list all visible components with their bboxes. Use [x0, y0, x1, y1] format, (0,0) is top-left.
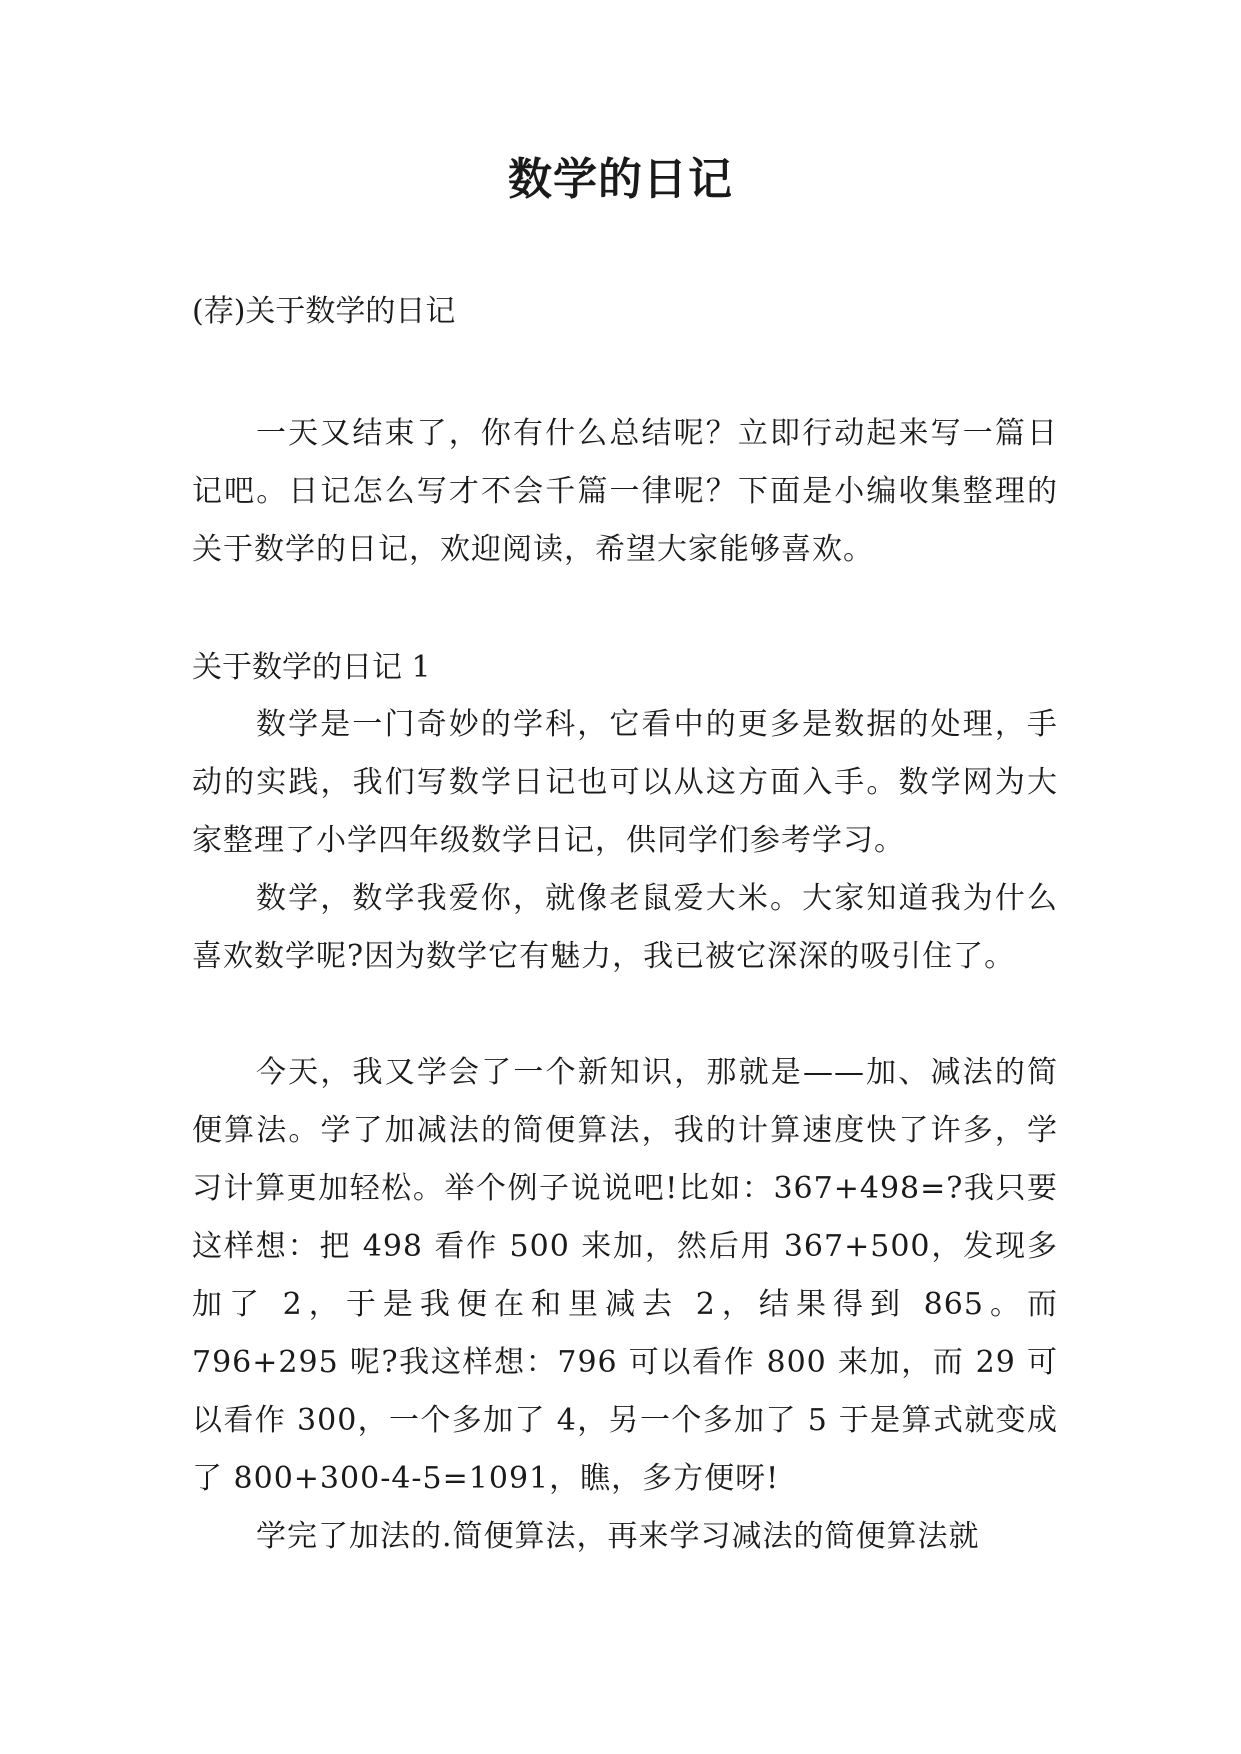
body-paragraph: 数学是一门奇妙的学科，它看中的更多是数据的处理，手动的实践，我们写数学日记也可以从这方面入手。数学网为大家整理了小学四年级数学日记，供同学们参考学习。 [192, 707, 1058, 858]
section-heading: 关于数学的日记 1 [192, 650, 431, 685]
document-title: 数学的日记 [508, 154, 733, 205]
intro-paragraph: 一天又结束了，你有什么总结呢？立即行动起来写一篇日记吧。日记怎么写才不会千篇一律呢？下面是小编收集整理的关于数学的日记，欢迎阅读，希望大家能够喜欢。 [192, 416, 1058, 567]
body-paragraph: 今天，我又学会了一个新知识，那就是——加、减法的简便算法。学了加减法的简便算法，我的计算速度快了许多，学习计算更加轻松。举个例子说说吧!比如：367+498=?我只要这样想：把 498 看作 500 来加，然后用 367+500，发现多加了 2，于是我便在和里减去 2，结果得到 865。而 796+295 呢?我这样想：796 可以看作 800 来加，而 29 可以看作 300，一个多加了 4，另一个多加了 5 于是算式就变成了 800+300-4-5=1091，瞧，多方便呀! [192, 1055, 1058, 1496]
body-paragraph: 学完了加法的.简便算法，再来学习减法的简便算法就 [256, 1519, 980, 1554]
body-paragraph: 数学，数学我爱你，就像老鼠爱大米。大家知道我为什么喜欢数学呢?因为数学它有魅力，我已被它深深的吸引住了。 [192, 881, 1058, 974]
document-subtitle: (荐)关于数学的日记 [192, 294, 456, 329]
